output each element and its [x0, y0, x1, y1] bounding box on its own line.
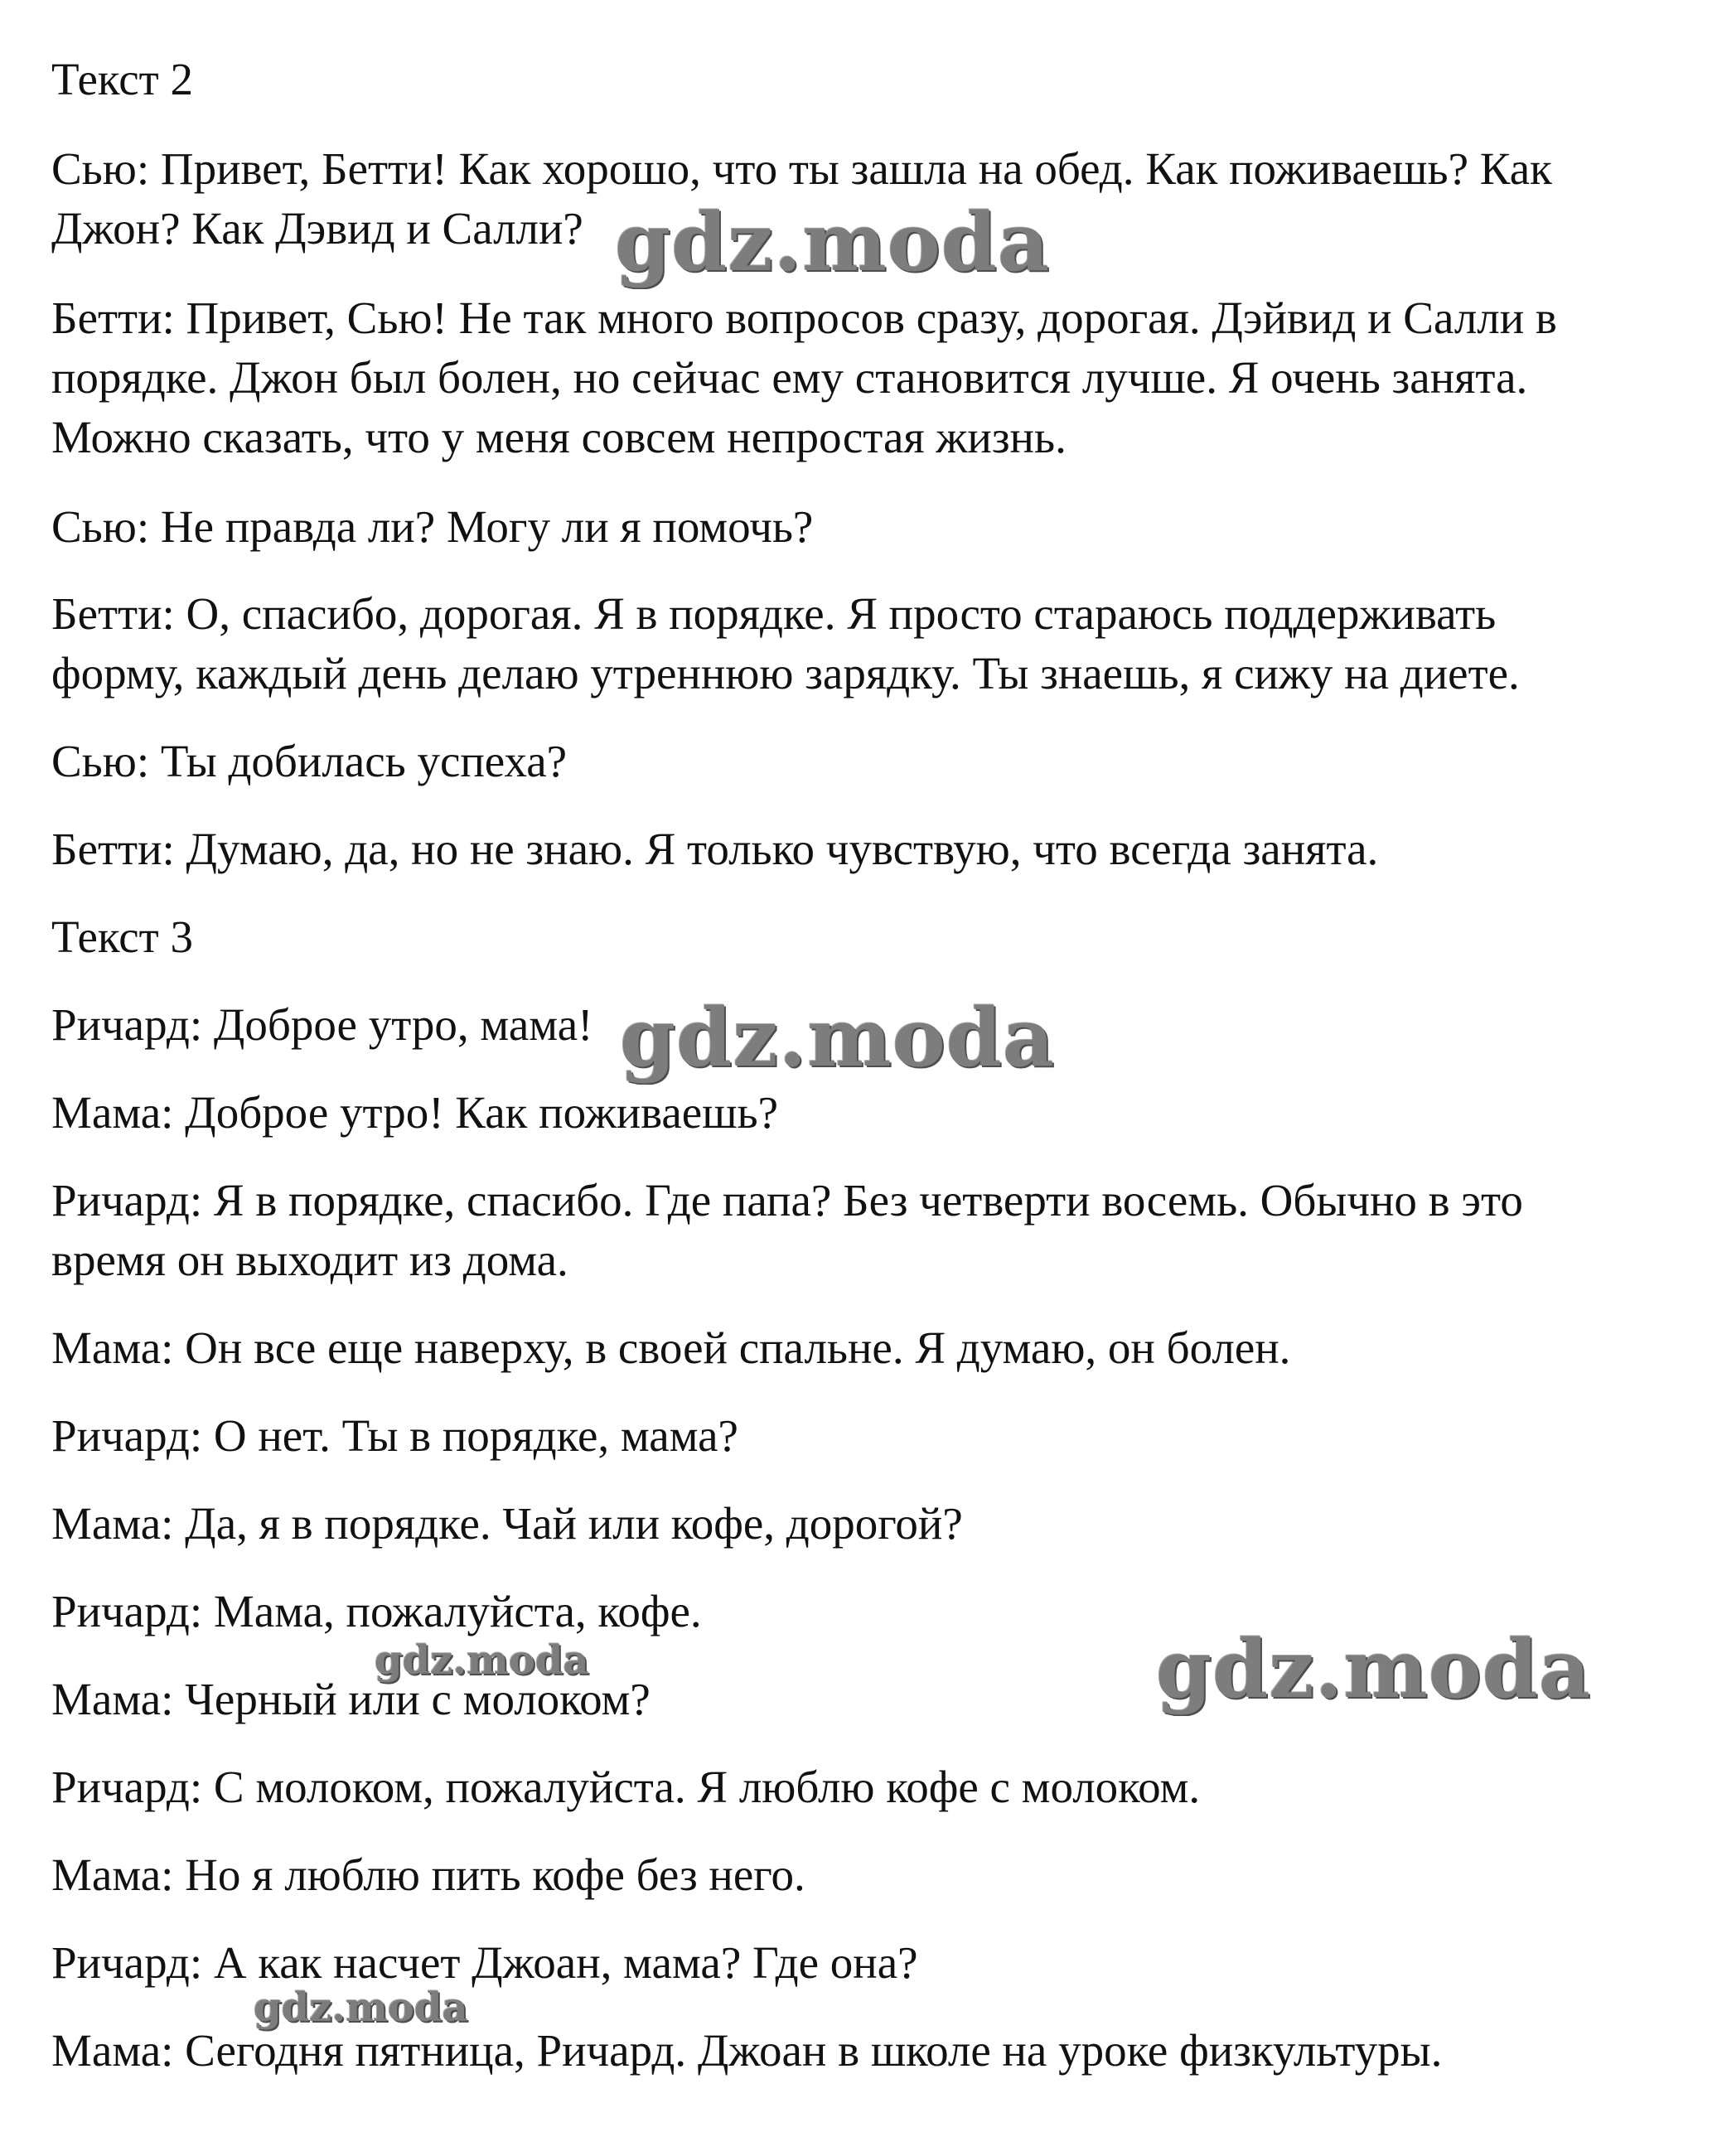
text2-line: Сью: Привет, Бетти! Как хорошо, что ты зашла на обед. Как поживаешь? Как — [51, 143, 1552, 194]
text2-line: Бетти: О, спасибо, дорогая. Я в порядке. Я просто стараюсь поддерживать — [51, 588, 1497, 639]
text3-line: Ричард: Доброе утро, мама! — [51, 999, 593, 1050]
text2-line: Джон? Как Дэвид и Салли? — [51, 203, 583, 254]
text3-line: Ричард: С молоком, пожалуйста. Я люблю кофе с молоком. — [51, 1762, 1201, 1812]
text3-line: Мама: Доброе утро! Как поживаешь? — [51, 1087, 779, 1138]
text2-line: Бетти: Думаю, да, но не знаю. Я только чувствую, что всегда занята. — [51, 824, 1379, 874]
watermark-logo: gdz.moda — [375, 1637, 589, 1684]
watermark-logo: gdz.moda — [615, 196, 1051, 289]
text3-heading: Текст 3 — [51, 911, 193, 962]
text2-line: Бетти: Привет, Сью! Не так много вопросов сразу, дорогая. Дэйвид и Салли в — [51, 292, 1557, 343]
text3-line: Ричард: Я в порядке, спасибо. Где папа? Без четверти восемь. Обычно в это — [51, 1175, 1523, 1225]
text3-line: Ричард: А как насчет Джоан, мама? Где она? — [51, 1937, 918, 1988]
text2-line: Сью: Не правда ли? Могу ли я помочь? — [51, 501, 814, 552]
text3-line: Мама: Он все еще наверху, в своей спальне. Я думаю, он болен. — [51, 1322, 1291, 1373]
text3-line: время он выходит из дома. — [51, 1235, 568, 1285]
text3-line: Мама: Черный или с молоком? — [51, 1674, 651, 1724]
text3-line: Ричард: О нет. Ты в порядке, мама? — [51, 1410, 738, 1461]
watermark-logo: gdz.moda — [254, 1984, 468, 2031]
text3-line: Мама: Да, я в порядке. Чай или кофе, дорогой? — [51, 1498, 963, 1549]
text3-line: Мама: Но я люблю пить кофе без него. — [51, 1849, 805, 1900]
text2-line: форму, каждый день делаю утреннюю зарядку. Ты знаешь, я сижу на диете. — [51, 648, 1520, 699]
watermark-logo: gdz.moda — [620, 991, 1056, 1085]
text3-line: Мама: Сегодня пятница, Ричард. Джоан в школе на уроке физкультуры. — [51, 2025, 1443, 2076]
text2-line: Сью: Ты добилась успеха? — [51, 736, 568, 786]
text2-heading: Текст 2 — [51, 54, 193, 104]
watermark-logo: gdz.moda — [1156, 1622, 1592, 1716]
text2-line: порядке. Джон был болен, но сейчас ему становится лучше. Я очень занята. — [51, 352, 1528, 403]
text3-line: Ричард: Мама, пожалуйста, кофе. — [51, 1586, 702, 1636]
text2-line: Можно сказать, что у меня совсем непростая жизнь. — [51, 412, 1067, 462]
